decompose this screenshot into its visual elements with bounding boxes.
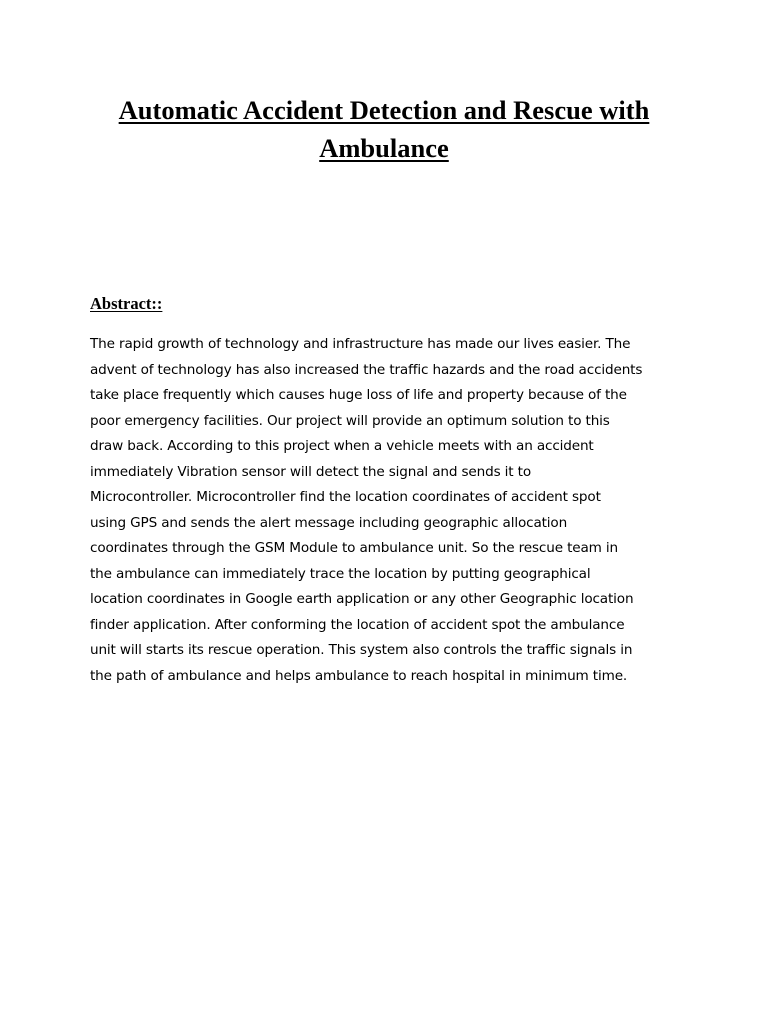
abstract-line: location coordinates in Google earth application or any other Geographic location [90, 591, 634, 607]
title-line: Automatic Accident Detection and Rescue with [118, 95, 650, 125]
abstract-line: the ambulance can immediately trace the location by putting geographical [90, 565, 591, 582]
abstract-line: take place frequently which causes huge loss of life and property because of the [90, 387, 627, 403]
abstract-paragraph [90, 332, 690, 689]
abstract-line: using GPS and sends the alert message including geographic allocation [90, 514, 568, 531]
abstract-line: coordinates through the GSM Module to ambulance unit. So the rescue team in [90, 540, 619, 556]
abstract-line: the path of ambulance and helps ambulance to reach hospital in minimum time. [90, 667, 628, 684]
abstract-line: advent of technology has also increased the traffic hazards and the road accidents [90, 361, 643, 378]
abstract-line: The rapid growth of technology and infrastructure has made our lives easier. The [90, 336, 631, 352]
document-title [60, 91, 708, 167]
abstract-line: draw back. According to this project when a vehicle meets with an accident [90, 438, 594, 454]
abstract-line: unit will starts its rescue operation. This system also controls the traffic signals in [90, 642, 633, 658]
abstract-line: poor emergency facilities. Our project will provide an optimum solution to this [90, 412, 610, 429]
abstract-line: immediately Vibration sensor will detect the signal and sends it to [90, 463, 532, 480]
abstract-line: Microcontroller. Microcontroller find the location coordinates of accident spot [90, 489, 601, 505]
abstract-heading: Abstract:: [90, 294, 163, 313]
abstract-line: finder application. After conforming the location of accident spot the ambulance [90, 616, 625, 633]
title-line: Ambulance [319, 133, 449, 163]
